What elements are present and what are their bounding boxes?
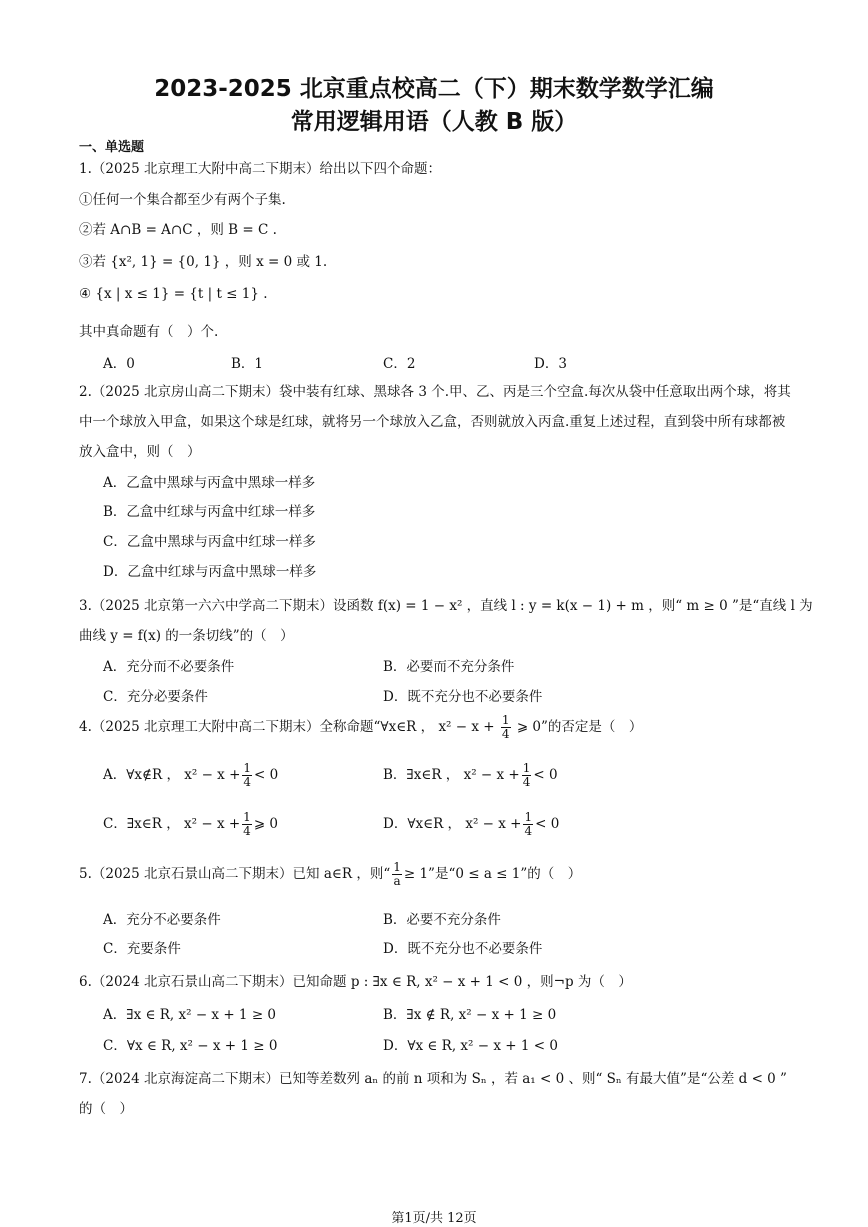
q2-option-d: D．乙盒中红球与丙盒中黑球一样多 [103,564,317,580]
q1-proposition-2: ②若 A∩B = A∩C ，则 B = C . [79,222,277,238]
q2-stem: 2.（2025 北京房山高二下期末）袋中装有红球、黑球各 3 个.甲、乙、丙是三个空盒.每次从袋中任意取出两个球，将其中一个球放入甲盒，如果这个球是红球，就将另一个球放入乙盒，否则就放入丙盒.重复上述过程，直到袋中所有球都被放入盒中，则（ ） [79,384,791,460]
q3-option-b: B．必要而不充分条件 [383,659,515,675]
document-title-line2: 常用逻辑用语（人教 B 版） [290,109,578,135]
q2-option-a: A．乙盒中黑球与丙盒中黑球一样多 [103,475,316,491]
q1-option-d: D．3 [534,356,567,372]
q6-option-c: C．∀x ∈ R, x² − x + 1 ≥ 0 [103,1038,278,1054]
q4-fraction: $\frac{1}{4}$ [501,713,510,741]
q6-option-d: D．∀x ∈ R, x² − x + 1 < 0 [383,1038,558,1054]
q4-stem-expr: x² − x + [438,719,495,735]
section-heading: 一、单选题 [79,140,145,155]
q2-option-c: C．乙盒中黑球与丙盒中红球一样多 [103,534,316,550]
q3-option-a: A．充分而不必要条件 [103,659,235,675]
q5-option-b: B．必要不充分条件 [383,912,501,928]
q4-option-c: C．∃x∈R ， x² − x + $\frac{1}{4}$ ⩾ 0 [103,810,279,838]
q3-option-d: D．既不充分也不必要条件 [383,689,543,705]
q1-stem: 1.（2025 北京理工大附中高二下期末）给出以下四个命题： [79,161,442,177]
q3-stem-line1: 3.（2025 北京第一六六中学高二下期末）设函数 f(x) = 1 − x² ，直线 l : y = k(x − 1) + m ，则“ m ≥ 0 ”是“直线 l 为 [79,598,813,614]
q4-option-a: A．∀x∉R ， x² − x + $\frac{1}{4}$ < 0 [103,761,279,789]
q6-stem: 6.（2024 北京石景山高二下期末）已知命题 p : ∃x ∈ R, x² − x + 1 < 0 ，则¬p 为（ ） [79,974,632,990]
q2-option-b: B．乙盒中红球与丙盒中红球一样多 [103,504,316,520]
q4-option-d: D．∀x∈R ， x² − x + $\frac{1}{4}$ < 0 [383,810,560,838]
q1-proposition-4: ④ {x | x ≤ 1} = {t | t ≤ 1} . [79,286,268,302]
q5-fraction: $\frac{1}{a}$ [393,860,401,888]
q4-option-b: B．∃x∈R ， x² − x + $\frac{1}{4}$ < 0 [383,761,558,789]
q4-stem [79,714,642,741]
q7-stem-line1: 7.（2024 北京海淀高二下期末）已知等差数列 aₙ 的前 n 项和为 Sₙ ，若 a₁ < 0 、则“ Sₙ 有最大值”是“公差 d < 0 ” [79,1071,787,1087]
q1-option-b: B．1 [231,356,264,372]
q5-stem [79,861,581,888]
q7-stem-line2: 的（ ） [79,1101,133,1117]
q1-option-a: A．0 [103,356,135,372]
document-title-line1: 2023-2025 北京重点校高二（下）期末数学数学汇编 [154,76,714,102]
q5-option-c: C．充要条件 [103,941,181,957]
q6-option-a: A．∃x ∈ R, x² − x + 1 ≥ 0 [103,1007,277,1023]
q5-option-d: D．既不充分也不必要条件 [383,941,543,957]
q3-stem-line2: 曲线 y = f(x) 的一条切线”的（ ） [79,628,294,644]
q1-question: 其中真命题有（ ）个. [79,324,219,340]
q1-proposition-1: ①任何一个集合都至少有两个子集. [79,192,286,208]
q6-option-b: B．∃x ∉ R, x² − x + 1 ≥ 0 [383,1007,557,1023]
q5-option-a: A．充分不必要条件 [103,912,221,928]
q4-stem-text: 4.（2025 北京理工大附中高二下期末）全称命题“∀x∈R ， [79,719,435,735]
q1-proposition-3: ③若 {x², 1} = {0, 1} ，则 x = 0 或 1. [79,254,328,270]
q1-option-c: C．2 [383,356,416,372]
q5-stem-tail: ≥ 1”是“0 ≤ a ≤ 1”的（ ） [403,866,582,882]
q5-stem-text: 5.（2025 北京石景山高二下期末）已知 a∈R ，则“ [79,866,391,882]
q3-option-c: C．充分必要条件 [103,689,208,705]
q4-stem-tail: ⩾ 0”的否定是（ ） [516,719,643,735]
page-footer: 第1页/共 12页 [391,1211,477,1226]
